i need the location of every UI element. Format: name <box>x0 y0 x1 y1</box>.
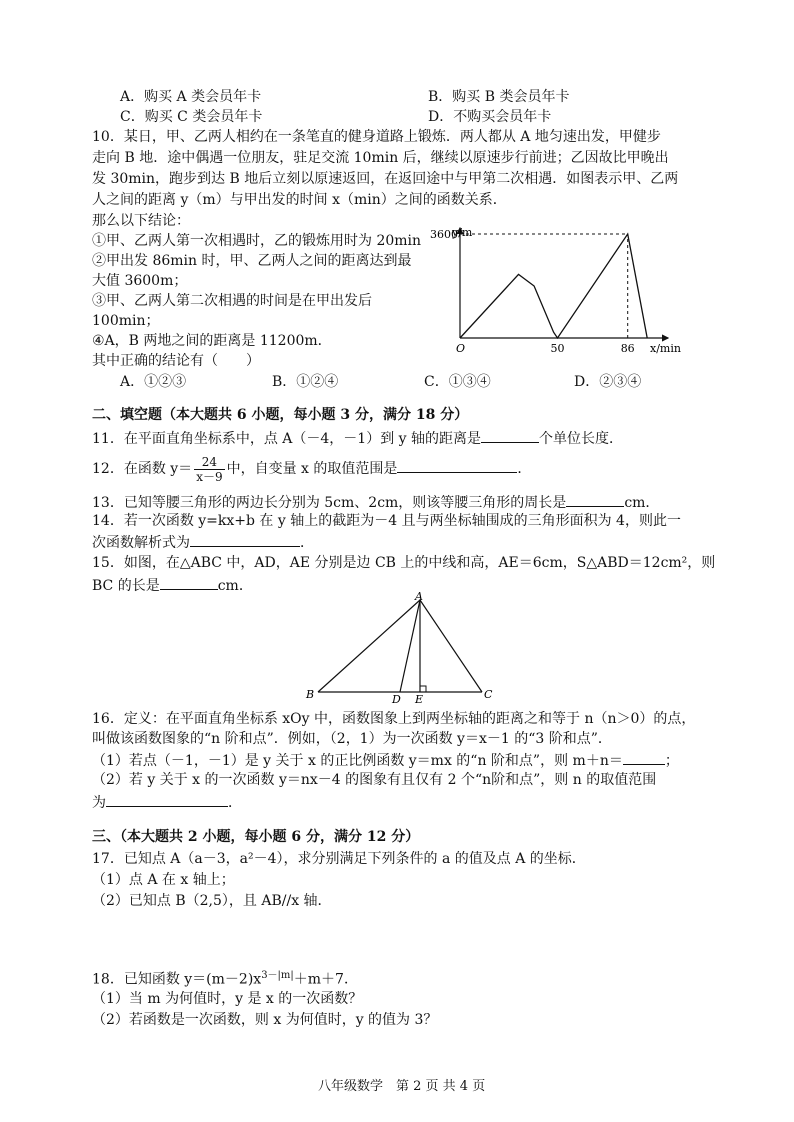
q16-part2: （2）若 y 关于 x 的一次函数 y＝nx－4 的图象有且仅有 2 个“n阶和点”，则 n 的取值范围 <box>92 772 657 788</box>
q15-line2: BC 的长是 cm． <box>92 575 253 596</box>
q16-part1-answer-blank[interactable] <box>623 750 665 765</box>
q10-conclusion-1: ①甲、乙两人第一次相遇时，乙的锻炼用时为 20min <box>92 233 422 249</box>
q16-part1: （1）若点（－1，－1）是 y 关于 x 的正比例函数 y＝mx 的“n 阶和点”，则 m＋n＝ ； <box>92 750 679 771</box>
q18-exponent: 3－|m| <box>261 970 294 981</box>
page-footer: 八年级数学 第 2 页 共 4 页 <box>318 1079 486 1094</box>
q17-part1: （1）点 A 在 x 轴上； <box>92 872 235 888</box>
section3-heading: 三、（本大题共 2 小题，每小题 6 分，满分 12 分） <box>92 829 420 845</box>
q10-option-c: C．①③④ <box>424 374 491 390</box>
q10-stem-line2: 走向 B 地．途中偶遇一位朋友，驻足交流 10min 后，继续以原速步行前进；乙因故比甲晚出 <box>92 150 669 166</box>
point-e-label: E <box>415 693 424 704</box>
q10-conclusion-3-cont: 100min； <box>92 313 160 329</box>
median-ad <box>400 600 420 692</box>
vertex-a-label: A <box>415 592 423 603</box>
q16-line1: 16．定义：在平面直角坐标系 xOy 中，函数图象上到两坐标轴的距离之和等于 n（n＞0）的点， <box>92 711 696 727</box>
y-tick-label: 3600 <box>430 228 458 241</box>
q16-line2: 叫做该函数图象的“n 阶和点”．例如，（2，1）为一次函数 y＝x－1 的“3 阶和点”． <box>92 731 612 747</box>
q16-part2-cont: 为 ． <box>92 792 242 813</box>
vertex-b-label: B <box>306 688 315 701</box>
y-axis-label: y/m <box>452 226 473 239</box>
q13-answer-blank[interactable] <box>566 492 624 507</box>
series-line <box>460 234 647 338</box>
section2-heading: 二、填空题（本大题共 6 小题，每小题 3 分，满分 18 分） <box>92 407 469 423</box>
q10-stem-line1: 10．某日，甲、乙两人相约在一条笔直的健身道路上锻炼．两人都从 A 地匀速出发，甲健步 <box>92 129 661 145</box>
right-angle-mark <box>420 686 426 692</box>
vertex-c-label: C <box>484 688 493 701</box>
q18-part1: （1）当 m 为何值时，y 是 x 的一次函数？ <box>92 991 363 1007</box>
q10-option-b: B．①②④ <box>272 374 339 390</box>
origin-label: O <box>456 342 466 355</box>
q10-conclusion-2: ②甲出发 86min 时，甲、乙两人之间的距离达到最 <box>92 253 412 269</box>
q9-option-a: A．购买 A 类会员年卡 <box>120 89 262 105</box>
x-tick-label: 86 <box>620 342 635 355</box>
q10-conclusion-2-cont: 大值 3600m； <box>92 273 188 289</box>
q9-option-b: B．购买 B 类会员年卡 <box>428 89 570 105</box>
q12-fraction: $\frac{24}{x-9}$ <box>196 454 223 484</box>
q18-stem: 18．已知函数 $y=(m-2)x^{3-|m|}+m+7$． <box>92 970 358 988</box>
q18-part2: （2）若函数是一次函数，则 x 为何值时，y 的值为 3？ <box>92 1012 438 1028</box>
q11-answer-blank[interactable] <box>481 428 539 443</box>
q9-option-c: C．购买 C 类会员年卡 <box>120 109 263 125</box>
q15-answer-blank[interactable] <box>160 575 218 590</box>
q10-question: 其中正确的结论有（ ） <box>92 353 260 369</box>
x-tick-label: 50 <box>550 342 565 355</box>
point-d-label: D <box>392 693 401 704</box>
q15-line1: 15．如图，在△ABC 中，AD，AE 分别是边 CB 上的中线和高，AE＝6cm，S△ABD＝12cm²，则 <box>92 555 716 571</box>
q10-option-a: A．①②③ <box>120 374 187 390</box>
q12: 12．在函数 y＝ $\frac{24}{x-9}$ 中，自变量 x 的取值范围是 ． <box>92 454 532 484</box>
q10-option-d: D．②③④ <box>574 374 642 390</box>
q11: 11．在平面直角坐标系中，点 A（－4，－1）到 y 轴的距离是 个单位长度． <box>92 428 623 449</box>
q14-line1: 14．若一次函数 y=kx+b 在 y 轴上的截距为－4 且与两坐标轴围成的三角形面积为 4，则此一 <box>92 513 681 529</box>
distance-time-chart <box>430 222 690 357</box>
q13: 13．已知等腰三角形的两边长分别为 5cm、2cm，则该等腰三角形的周长是 cm． <box>92 492 659 513</box>
triangle-abc-figure <box>300 592 510 704</box>
q12-answer-blank[interactable] <box>397 458 517 473</box>
q14-line2: 次函数解析式为 ． <box>92 532 314 553</box>
q10-stem-line5: 那么以下结论： <box>92 213 190 229</box>
q9-option-d: D．不购买会员年卡 <box>428 109 552 125</box>
q10-stem-line3: 发 30min，跑步到达 B 地后立刻以原速返回，在返回途中与甲第二次相遇．如图表示甲、乙两 <box>92 171 679 187</box>
q10-stem-line4: 人之间的距离 y（m）与甲出发的时间 x（min）之间的函数关系． <box>92 192 507 208</box>
q16-part2-answer-blank[interactable] <box>106 792 228 807</box>
x-axis-label: x/min <box>650 342 681 355</box>
q17-part2: （2）已知点 B（2,5），且 AB//x 轴． <box>92 893 332 909</box>
q17-stem: 17．已知点 A（a－3，a²－4），求分别满足下列条件的 a 的值及点 A 的坐标． <box>92 851 586 867</box>
q10-conclusion-3: ③甲、乙两人第二次相遇的时间是在甲出发后 <box>92 293 372 309</box>
q10-conclusion-4: ④A，B 两地之间的距离是 11200m． <box>92 333 332 349</box>
q14-answer-blank[interactable] <box>190 532 300 547</box>
